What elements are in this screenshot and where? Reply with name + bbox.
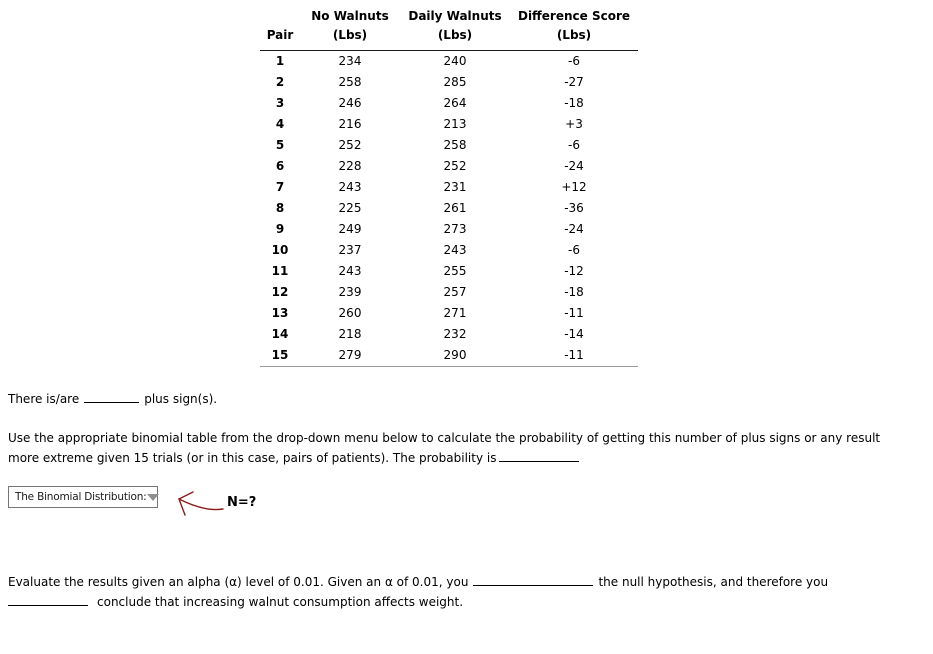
pair-cell: 5	[275, 138, 285, 152]
difference-cell: -24	[564, 159, 584, 173]
daily-walnuts-cell: 232	[443, 327, 467, 341]
no-walnuts-cell: 246	[338, 96, 362, 110]
table-row	[260, 156, 638, 177]
n-equals-annotation: N=?	[227, 495, 257, 510]
daily-walnuts-cell: 285	[443, 75, 467, 89]
table-row	[260, 51, 638, 73]
difference-cell: -6	[568, 138, 580, 152]
question-probability-line1: Use the appropriate binomial table from the drop-down menu below to calculate the probability of getting this number of plus signs or any result	[8, 431, 881, 445]
difference-cell: -6	[568, 54, 580, 68]
pair-cell: 11	[271, 264, 289, 278]
answer-blank-plus-signs	[84, 390, 139, 403]
difference-cell: -6	[568, 243, 580, 257]
no-walnuts-cell: 237	[338, 243, 362, 257]
question-evaluate-line1	[8, 572, 828, 592]
no-walnuts-cell: 218	[338, 327, 362, 341]
table-header-row	[260, 5, 638, 51]
no-walnuts-cell: 252	[338, 138, 362, 152]
daily-walnuts-cell: 243	[443, 243, 467, 257]
no-walnuts-cell: 243	[338, 180, 362, 194]
pair-cell: 4	[275, 117, 285, 131]
table-row	[260, 72, 638, 93]
no-walnuts-cell: 249	[338, 222, 362, 236]
pair-cell: 14	[271, 327, 289, 341]
daily-walnuts-cell: 261	[443, 201, 467, 215]
difference-cell: -12	[564, 264, 584, 278]
pair-cell: 1	[275, 54, 285, 68]
question-plus-signs	[8, 389, 217, 409]
table-row	[260, 282, 638, 303]
difference-cell: -18	[564, 285, 584, 299]
no-walnuts-cell: 228	[338, 159, 362, 173]
daily-walnuts-cell: 264	[443, 96, 467, 110]
table-row	[260, 198, 638, 219]
pair-cell: 15	[260, 345, 300, 367]
difference-cell: -14	[564, 327, 584, 341]
pair-cell: 12	[271, 285, 289, 299]
question-evaluate-line2-text: conclude that increasing walnut consumption affects weight.	[97, 595, 464, 609]
table-row	[260, 261, 638, 282]
pair-cell: 8	[275, 201, 285, 215]
no-walnuts-cell: 234	[338, 54, 362, 68]
table-row	[260, 219, 638, 240]
daily-walnuts-cell: 231	[443, 180, 467, 194]
difference-cell: -27	[564, 75, 584, 89]
answer-blank-probability	[499, 449, 579, 462]
question-evaluate-line1-post: the null hypothesis, and therefore you	[598, 575, 829, 589]
daily-walnuts-cell: 290	[400, 345, 510, 367]
no-walnuts-cell: 239	[338, 285, 362, 299]
difference-cell: -36	[564, 201, 584, 215]
difference-cell: +3	[565, 117, 583, 131]
binomial-table-dropdown-label: The Binomial Distribution:	[15, 491, 147, 503]
question-probability-line2	[8, 448, 880, 468]
answer-blank-conclusion	[8, 593, 88, 606]
answer-blank-hypothesis-decision	[473, 573, 593, 586]
no-walnuts-cell: 225	[338, 201, 362, 215]
pair-cell: 6	[275, 159, 285, 173]
question-evaluate	[8, 572, 828, 612]
header-pair: Pair	[260, 5, 300, 51]
binomial-table-dropdown[interactable]	[8, 486, 158, 508]
pair-cell: 10	[271, 243, 289, 257]
pair-cell: 9	[275, 222, 285, 236]
daily-walnuts-cell: 252	[443, 159, 467, 173]
daily-walnuts-cell: 258	[443, 138, 467, 152]
no-walnuts-cell: 258	[338, 75, 362, 89]
table-row	[260, 240, 638, 261]
question-evaluate-line1-pre: Evaluate the results given an alpha (α) level of 0.01. Given an α of 0.01, you	[8, 575, 469, 589]
daily-walnuts-cell: 271	[443, 306, 467, 320]
difference-cell: +12	[561, 180, 587, 194]
table-row	[260, 177, 638, 198]
table-row	[260, 324, 638, 345]
daily-walnuts-cell: 273	[443, 222, 467, 236]
question-plus-signs-pre: There is/are	[8, 392, 80, 406]
header-difference-score: Difference Score (Lbs)	[510, 5, 638, 51]
pair-cell: 2	[275, 75, 285, 89]
difference-cell: -11	[564, 306, 584, 320]
pair-cell: 7	[275, 180, 285, 194]
question-probability	[8, 428, 880, 468]
paired-data-table	[260, 5, 638, 367]
no-walnuts-cell: 243	[338, 264, 362, 278]
daily-walnuts-cell: 257	[443, 285, 467, 299]
table-row	[260, 93, 638, 114]
table-row	[260, 114, 638, 135]
table-row	[260, 345, 638, 367]
table-row	[260, 303, 638, 324]
header-daily-walnuts: Daily Walnuts (Lbs)	[400, 5, 510, 51]
daily-walnuts-cell: 255	[443, 264, 467, 278]
daily-walnuts-cell: 213	[443, 117, 467, 131]
difference-cell: -18	[564, 96, 584, 110]
no-walnuts-cell: 260	[338, 306, 362, 320]
table-row	[260, 135, 638, 156]
no-walnuts-cell: 279	[300, 345, 400, 367]
question-evaluate-line2	[8, 592, 828, 612]
header-no-walnuts: No Walnuts (Lbs)	[300, 5, 400, 51]
hand-drawn-arrow-icon	[163, 485, 227, 521]
no-walnuts-cell: 216	[338, 117, 362, 131]
daily-walnuts-cell: 240	[443, 54, 467, 68]
question-plus-signs-post: plus sign(s).	[144, 392, 218, 406]
chevron-down-icon	[147, 494, 159, 501]
question-probability-line2-text: more extreme given 15 trials (or in this case, pairs of patients). The probability is	[8, 451, 497, 465]
difference-cell: -11	[510, 345, 638, 367]
pair-cell: 13	[271, 306, 289, 320]
difference-cell: -24	[564, 222, 584, 236]
pair-cell: 3	[275, 96, 285, 110]
